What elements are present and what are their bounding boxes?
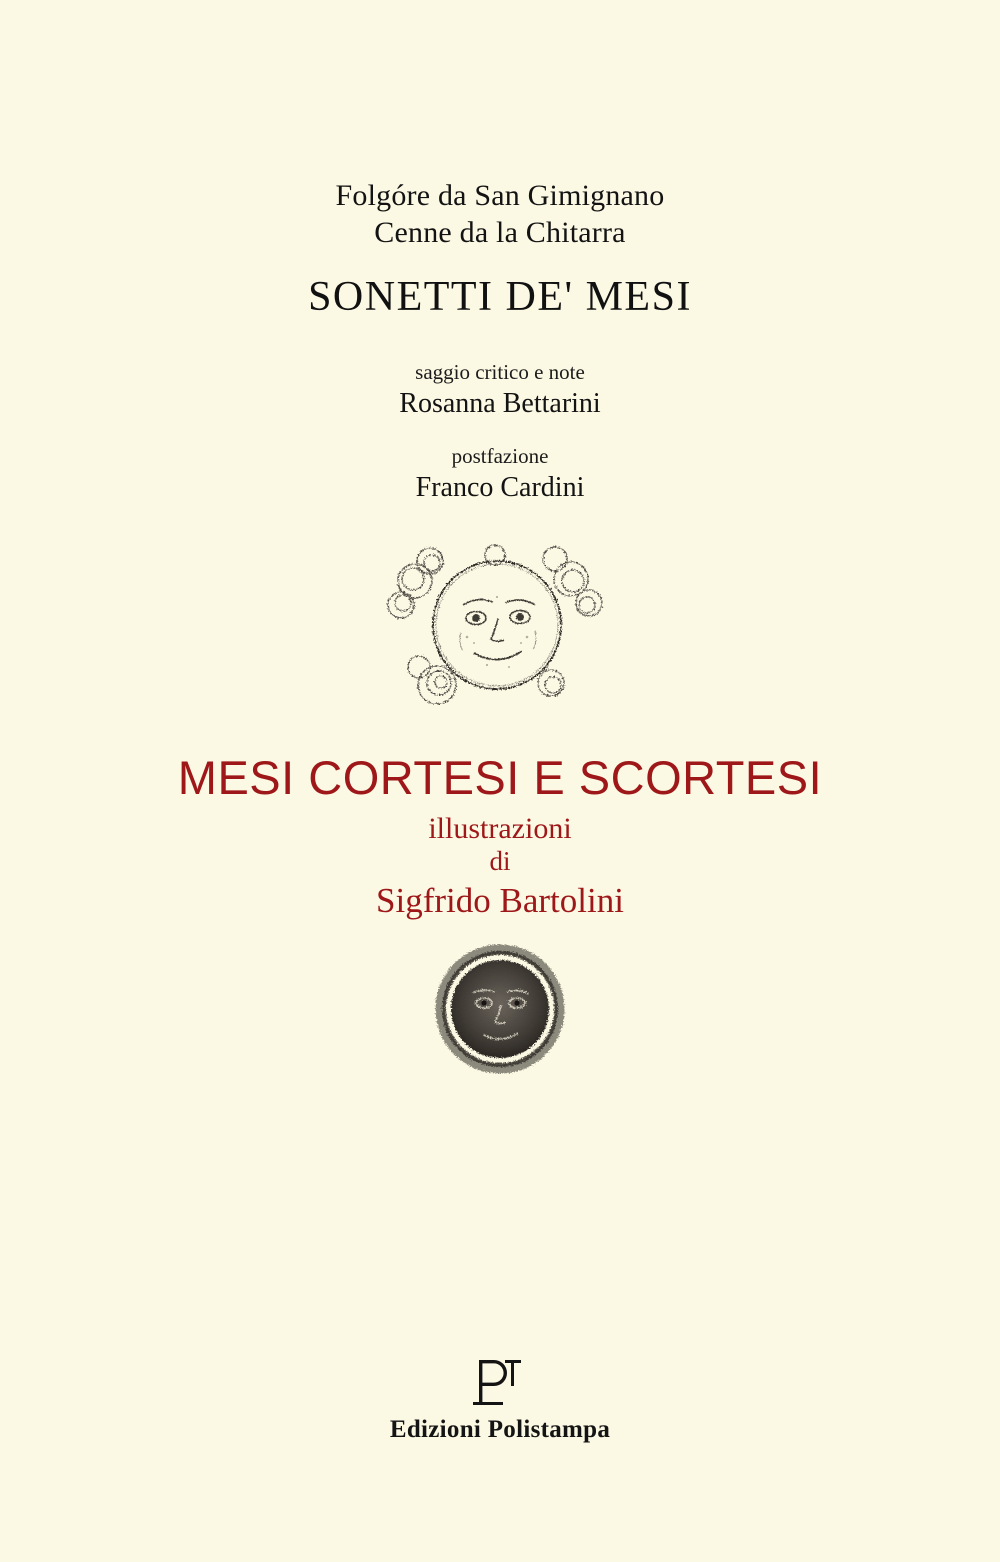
page-title: SONETTI DE' MESI: [308, 274, 692, 321]
illustration-credit-role: illustrazioni: [428, 811, 572, 845]
cover-red-title: MESI CORTESI E SCORTESI: [177, 750, 823, 804]
publisher-name: Edizioni Polistampa: [389, 1416, 611, 1443]
author-line-2: Cenne da la Chitarra: [374, 215, 626, 249]
author-line-1: Folgóre da San Gimignano: [335, 179, 665, 212]
publisher-block: [0, 1354, 1000, 1444]
polistampa-p-logo-icon: [465, 1354, 535, 1410]
credit-role-essay: saggio critico e note: [415, 360, 585, 385]
credit-role-afterword: postfazione: [451, 443, 549, 468]
illustration-credit-block: [376, 811, 624, 922]
credits-block: [399, 359, 600, 506]
illustration-credit-name: Sigfrido Bartolini: [376, 880, 624, 920]
sun-face-medallion-icon: [413, 935, 588, 1085]
credit-name-essay: Rosanna Bettarini: [399, 388, 601, 420]
author-block: [336, 178, 665, 251]
credit-name-afterword: Franco Cardini: [415, 472, 585, 504]
illustration-credit-di: di: [489, 845, 511, 876]
radiant-sun-face-icon: [375, 533, 625, 728]
